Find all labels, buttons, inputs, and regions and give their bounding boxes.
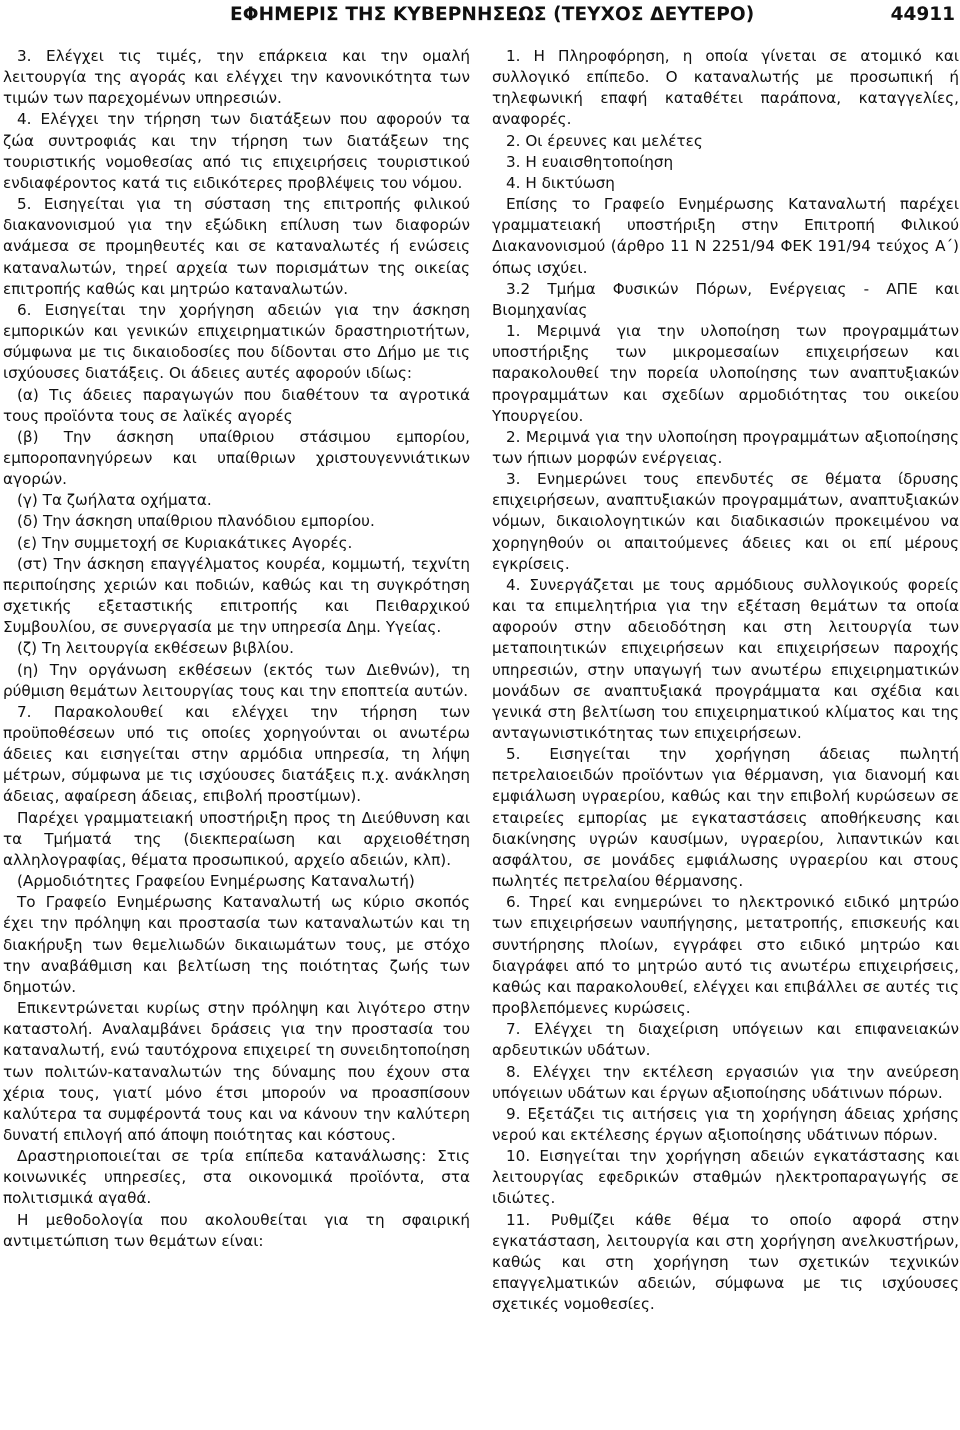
right-column	[492, 46, 959, 1315]
paragraph: (δ) Την άσκηση υπαίθριου πλανόδιου εμπορίου.	[17, 512, 375, 531]
paragraph: (η) Την οργάνωση εκθέσεων (εκτός των Διεθνών), τη ρύθμιση θεμάτων λειτουργίας τους και την εποπτεία αυτών.	[3, 660, 470, 700]
paragraph: 1. Μεριμνά για την υλοποίηση των προγραμμάτων υποστήριξης των μικρομεσαίων επιχειρήσεων και παρακολουθεί την πορεία υλοποίησης των αναπτυξιακών προγραμμάτων και σχεδίων αρμοδιότητας του οικείου Υπουργείου.	[492, 322, 959, 425]
paragraph: 6. Τηρεί και ενημερώνει το ηλεκτρονικό ειδικό μητρώο των επιχειρήσεων ναυπήγησης, μετατροπής, επισκευής και συντήρησης πλοίων, εγγράφει στο ειδικό μητρώο και διαγράφει από το μητρώο αυτό τις ανωτέρω επιχειρήσεις, καθώς και παρακολουθεί, ελέγχει και επιβάλλει σε αυτές τις προβλεπόμενες κυρώσεις.	[492, 893, 959, 1018]
paragraph: (ζ) Τη λειτουργία εκθέσεων βιβλίου.	[17, 639, 294, 658]
paragraph: 7. Ελέγχει τη διαχείριση υπόγειων και επιφανειακών αρδευτικών υδάτων.	[492, 1020, 959, 1060]
paragraph: (β) Την άσκηση υπαίθριου στάσιμου εμπορίου, εμποροπανηγύρεων και υπαίθριων χριστουγεννιάτικων αγορών.	[3, 427, 470, 489]
paragraph: 6. Εισηγείται την χορήγηση αδειών για την άσκηση εμπορικών και γενικών επιχειρηματικών δραστηριοτήτων, σύμφωνα με τις δικαιοδοσίες που δίδονται στο Δήμο με τις ισχύουσες διατάξεις. Οι άδειες αυτές αφορούν ιδίως:	[3, 300, 470, 383]
paragraph: 3. Ενημερώνει τους επενδυτές σε θέματα ίδρυσης επιχειρήσεων, αναπτυξιακών προγραμμάτων, αναπτυξιακών νόμων, δικαιολογητικών και διαδικασιών προκειμένου να χορηγηθούν οι απαιτούμενες άδειες και οι επί μέρους εγκρίσεις.	[492, 470, 959, 573]
paragraph: 4. Συνεργάζεται με τους αρμόδιους συλλογικούς φορείς και τα επιμελητήρια για την εξέταση θεμάτων τα οποία αφορούν στην αδειοδότηση και στη λειτουργία των μεταποιητικών επιχειρήσεων και επιχειρήσεων παροχής υπηρεσιών, στην υπαγωγή των ανωτέρω επιχειρηματικών μονάδων σε αναπτυξιακά προγράμματα και σχέδια και γενικά στη βελτίωση του επιχειρηματικού κλίματος και της ανταγωνιστικότητας των επιχειρήσεων.	[492, 575, 959, 742]
paragraph: 4. Ελέγχει την τήρηση των διατάξεων που αφορούν τα ζώα συντροφιάς και την τήρηση των διατάξεων της τουριστικής νομοθεσίας από τις επιχειρήσεις τουριστικού ενδιαφέροντος κατά τις ειδικότερες προβλέψεις του νόμου.	[3, 110, 470, 192]
section-heading: 3.2 Τμήμα Φυσικών Πόρων, Ενέργειας - ΑΠΕ και Βιομηχανίας	[492, 279, 959, 319]
paragraph: Το Γραφείο Ενημέρωσης Καταναλωτή ως κύριο σκοπός έχει την πρόληψη και προστασία των καταναλωτών και τη διακήρυξη των θεμελιωδών δικαιωμάτων τους, με στόχο την αναβάθμιση και βελτίωση της ποιότητας ζωής των δημοτών.	[3, 893, 470, 996]
paragraph: (ε) Την συμμετοχή σε Κυριακάτικες Αγορές.	[17, 533, 353, 552]
paragraph: Επίσης το Γραφείο Ενημέρωσης Καταναλωτή παρέχει γραμματειακή υποστήριξη στην Επιτροπή Φιλικού Διακανονισμού (άρθρο 11 Ν 2251/94 ΦΕΚ 191/94 τεύχος Α΄) όπως ισχύει.	[492, 195, 959, 277]
paragraph: 3. Ελέγχει τις τιμές, την επάρκεια και την ομαλή λειτουργία της αγοράς και ελέγχει την κανονικότητα των τιμών των παρεχομένων υπηρεσιών.	[3, 47, 470, 108]
paragraph: 4. Η δικτύωση	[506, 173, 615, 192]
paragraph: Δραστηριοποιείται σε τρία επίπεδα κατανάλωσης: Στις κοινωνικές υπηρεσίες, στα οικονομικά προϊόντα, στα πολιτισμικά αγαθά.	[3, 1147, 470, 1208]
paragraph: 1. Η Πληροφόρηση, η οποία γίνεται σε ατομικό και συλλογικό επίπεδο. Ο καταναλωτής με προσωπική ή τηλεφωνική επαφή καταθέτει παράπονα, καταγγελίες, αναφορές.	[492, 47, 959, 129]
paragraph: (α) Τις άδειες παραγωγών που διαθέτουν τα αγροτικά τους προϊόντα τους σε λαϊκές αγορές	[3, 385, 470, 425]
paragraph: 10. Εισηγείται την χορήγηση αδειών εγκατάστασης και λειτουργίας εφεδρικών σταθμών ηλεκτροπαραγωγής σε ιδιώτες.	[492, 1147, 959, 1208]
left-column	[3, 46, 470, 1252]
paragraph: Επικεντρώνεται κυρίως στην πρόληψη και λιγότερο στην καταστολή. Αναλαμβάνει δράσεις για την προστασία του καταναλωτή, ενώ ταυτόχρονα επιχειρεί τη συνειδητοποίηση των πολιτών-καταναλωτών της δύναμης που έχουν στα χέρια τους, γιατί μόνο έτσι μπορούν να προασπίσουν καλύτερα τα συμφέροντά τους και να κάνουν την καλύτερη δυνατή επιλογή από άποψη ποιότητας και κόστους.	[3, 999, 470, 1144]
paragraph: (γ) Τα ζωήλατα οχήματα.	[17, 491, 212, 510]
paragraph: 9. Εξετάζει τις αιτήσεις για τη χορήγηση άδειας χρήσης νερού και εκτέλεσης έργων αξιοποίησης υδάτινων πόρων.	[492, 1104, 959, 1144]
paragraph: Η μεθοδολογία που ακολουθείται για τη σφαιρική αντιμετώπιση των θεμάτων είναι:	[3, 1210, 470, 1250]
gazette-title: ΕΦΗΜΕΡΙΣ ΤΗΣ ΚΥΒΕΡΝΗΣΕΩΣ (ΤΕΥΧΟΣ ΔΕΥΤΕΡΟ)	[230, 4, 755, 25]
paragraph: Παρέχει γραμματειακή υποστήριξη προς τη Διεύθυνση και τα Τμήματά της (διεκπεραίωση και αρχειοθέτηση αλληλογραφίας, θέματα προσωπικού, αρχείο αδειών, κλπ).	[3, 808, 470, 869]
paragraph: 8. Ελέγχει την εκτέλεση εργασιών για την ανεύρεση υπόγειων υδάτων και έργων αξιοποίησης υδάτινων πόρων.	[492, 1062, 959, 1102]
paragraph: 5. Εισηγείται για τη σύσταση της επιτροπής φιλικού διακανονισμού για την εξώδικη επίλυση των διαφορών ανάμεσα σε προμηθευτές και σε καταναλωτές ή ενώσεις καταναλωτών, τηρεί αρχεία των πορισμάτων της οικείας επιτροπής καθώς και μητρώο καταναλωτών.	[3, 195, 470, 298]
page-number: 44911	[890, 4, 955, 25]
page-header	[0, 0, 960, 30]
paragraph: 2. Μεριμνά για την υλοποίηση προγραμμάτων αξιοποίησης των ήπιων μορφών ενέργειας.	[492, 427, 959, 467]
paragraph: 2. Οι έρευνες και μελέτες	[506, 131, 703, 150]
paragraph: 7. Παρακολουθεί και ελέγχει την τήρηση των προϋποθέσεων υπό τις οποίες χορηγούνται οι ανωτέρω άδειες και εισηγείται στην αρμόδια υπηρεσία, τη λήψη μέτρων, σύμφωνα με τις ισχύουσες διατάξεις π.χ. ανάκληση άδειας, αφαίρεση άδειας, επιβολή προστίμων).	[3, 702, 470, 806]
paragraph: 5. Εισηγείται την χορήγηση άδειας πωλητή πετρελαιοειδών προϊόντων για θέρμανση, για διανομή και εμφιάλωση υγραερίου, καθώς και την επιβολή κυρώσεων σε εταιρείες εμπορίας με εγκαταστάσεις αποθήκευσης και διακίνησης υγρών καυσίμων, υγραερίου, λιπαντικών και ασφάλτου, σε μονάδες εμφιάλωσης υγραερίου και στους πωλητές πετρελαίου θέρμανσης.	[492, 745, 959, 891]
paragraph: 11. Ρυθμίζει κάθε θέμα το οποίο αφορά στην εγκατάσταση, λειτουργία και στη χορήγηση ανελκυστήρων, καθώς και στη χορήγηση των σχετικών τεχνικών επαγγελματικών αδειών, σύμφωνα με τις ισχύουσες σχετικές νομοθεσίες.	[492, 1210, 959, 1314]
paragraph: (στ) Την άσκηση επαγγέλματος κουρέα, κομμωτή, τεχνίτη περιποίησης χεριών και ποδιών, καθώς και τη συγκρότηση σχετικής εξεταστικής επιτροπής και Πειθαρχικού Συμβουλίου, σε συνεργασία με την υπηρεσία Δημ. Υγείας.	[3, 554, 470, 637]
section-heading: (Αρμοδιότητες Γραφείου Ενημέρωσης Καταναλωτή)	[17, 872, 415, 891]
paragraph: 3. Η ευαισθητοποίηση	[506, 152, 674, 171]
